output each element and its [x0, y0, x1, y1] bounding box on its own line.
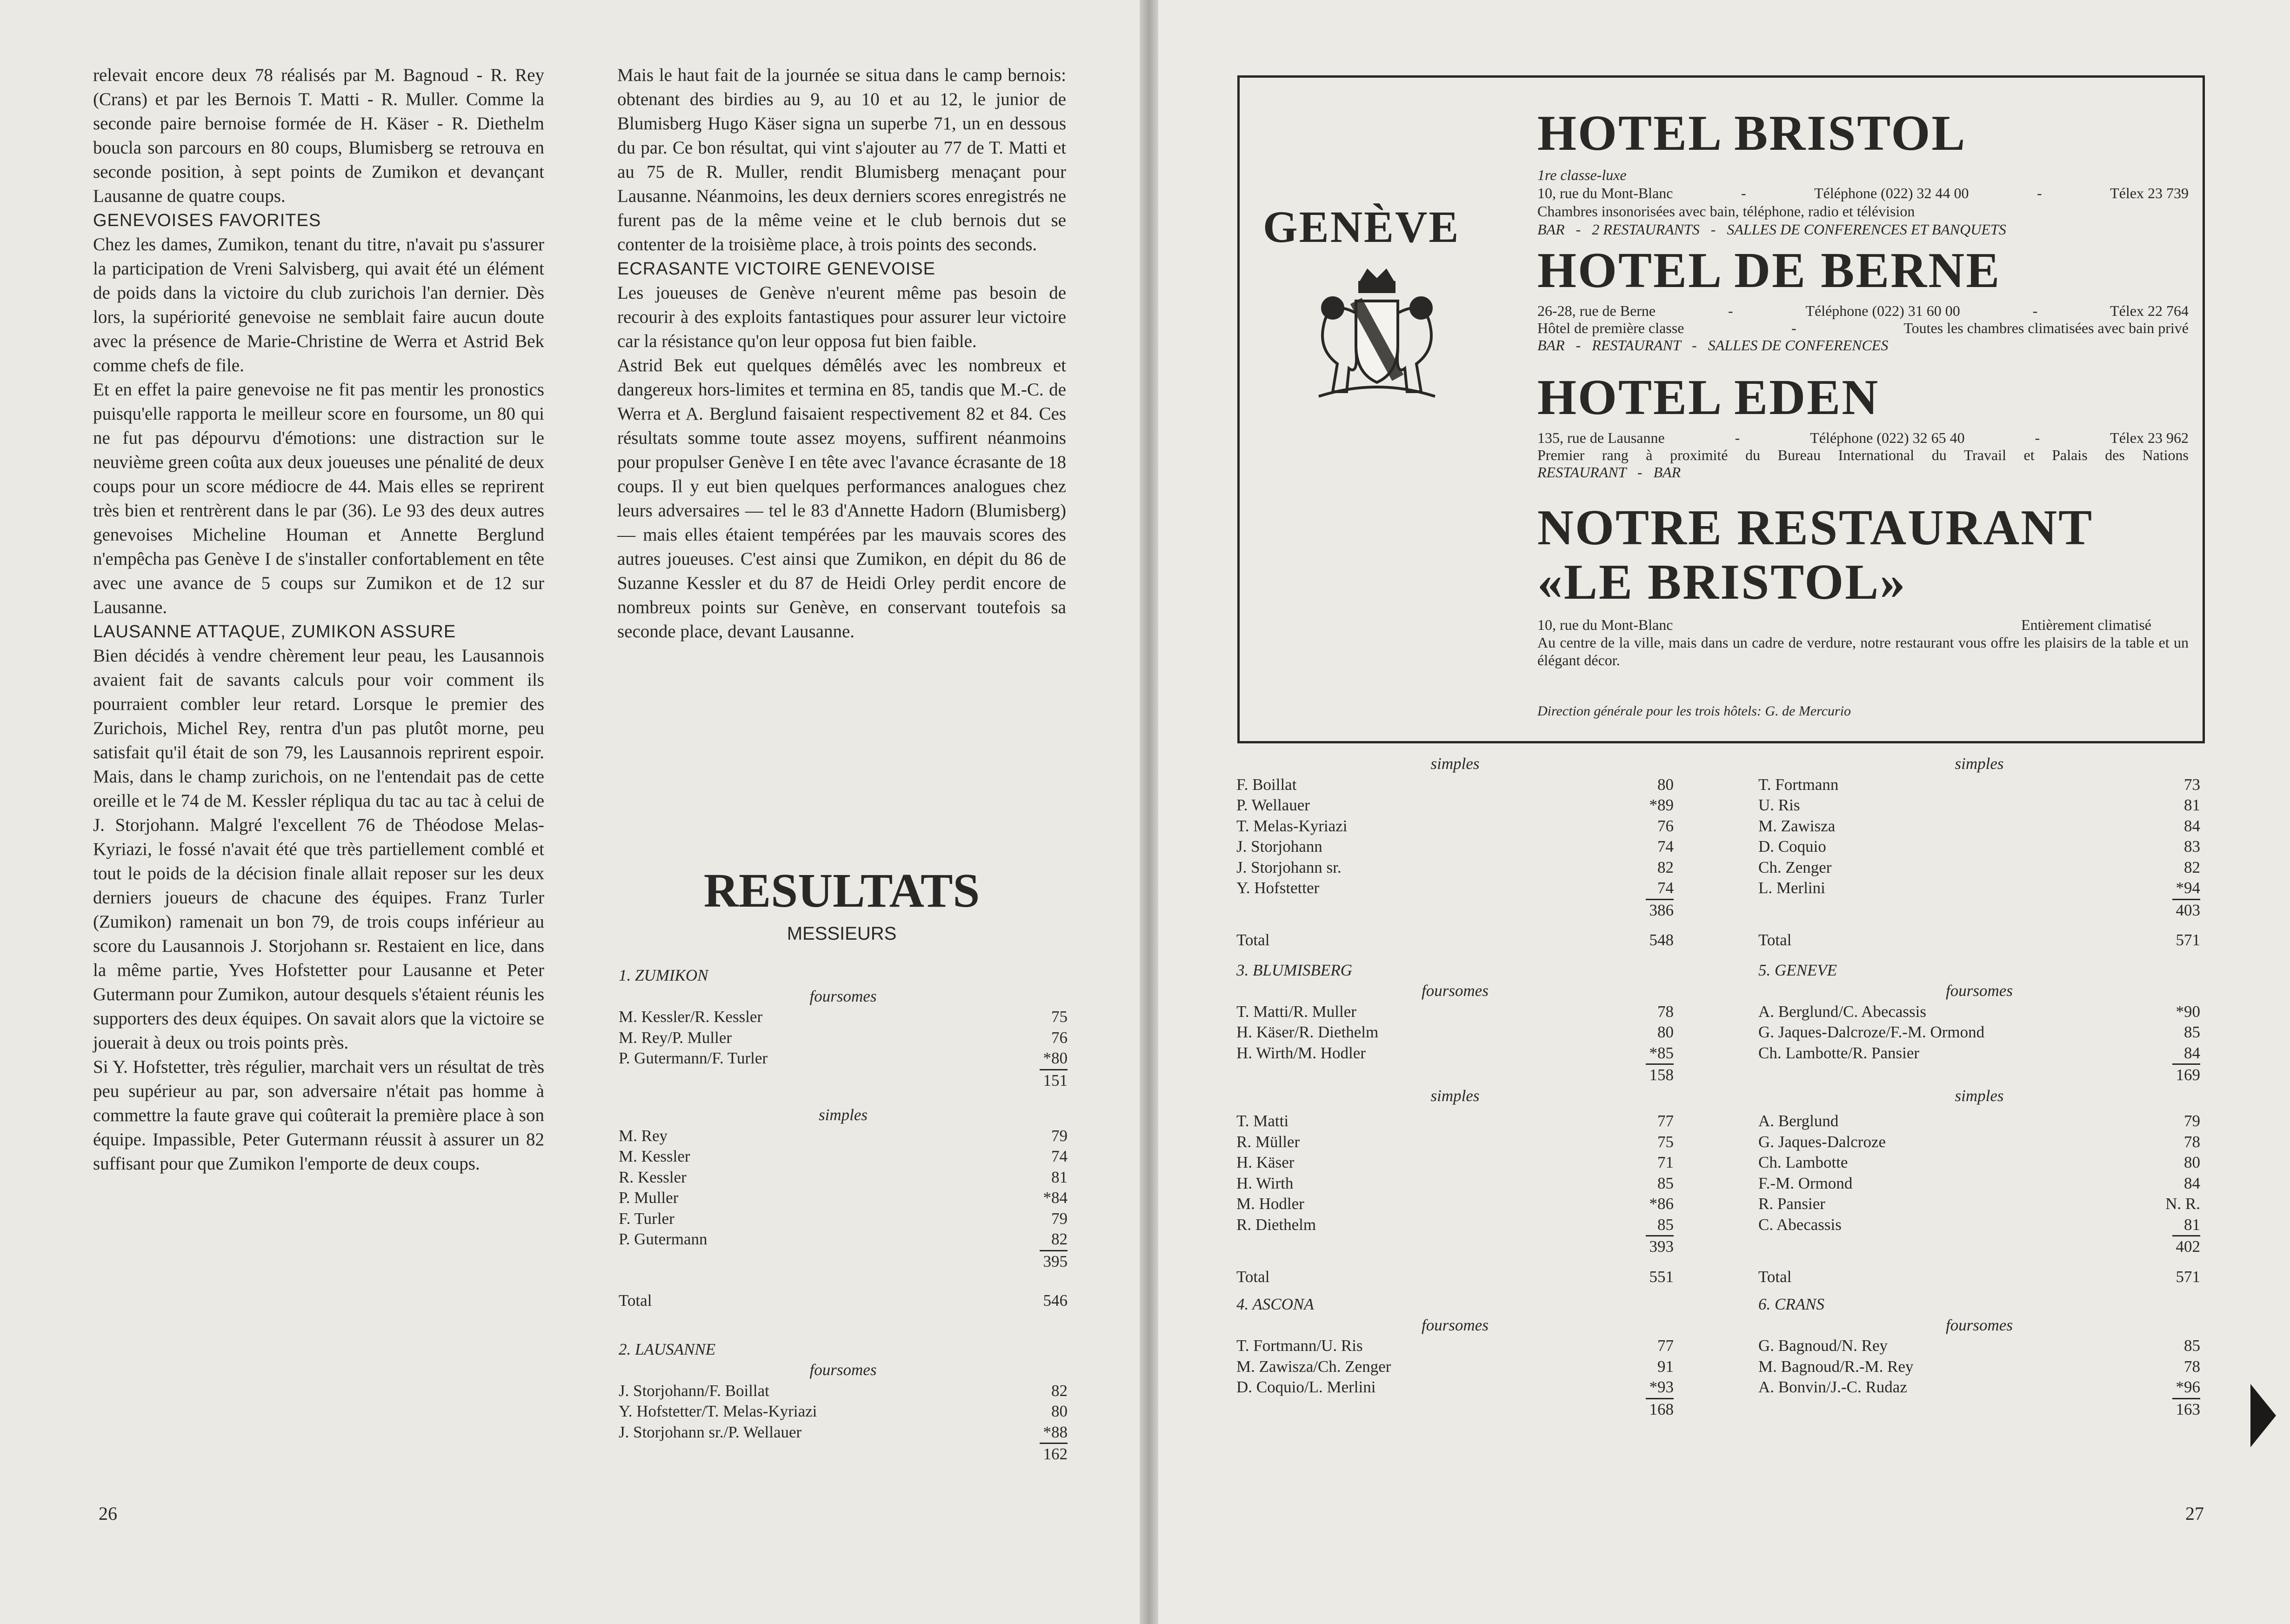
team-name: 6. CRANS — [1758, 1295, 1824, 1313]
paragraph: Et en effet la paire genevoise ne fit pas mentir les pronostics puisqu'elle rapporta le meilleur score en foursome, un 80 qui ne fut pas dépourvu d'émotions: une distraction sur le neuvième green coûta aux deux joueuses une pénalité de deux coups pour un score médiocre de 44. Mais elles se reprirent très bien et rentrèrent dans le par (36). Le 93 des deux autres genevoises Micheline Houman et Annette Berglund n'empêcha pas Genève I de s'installer confortablement en tête avec une avance de 5 coups sur Zumikon et de 12 sur Lausanne. — [93, 380, 544, 617]
foursomes-label: foursomes — [1422, 982, 1489, 1000]
simples-sum: 402 — [2176, 1237, 2200, 1256]
table-row: H. Käser 71 — [1236, 1153, 1674, 1171]
table-row: T. Fortmann 73 — [1758, 775, 2200, 794]
simples-label: simples — [819, 1106, 868, 1124]
hotel-name: HOTEL EDEN — [1537, 370, 1880, 425]
foursomes-label: foursomes — [1946, 982, 2013, 1000]
hotel-name: HOTEL DE BERNE — [1537, 243, 2001, 298]
contact-row: 10, rue du Mont-Blanc - Téléphone (022) 32 44 00 - Télex 23 739 — [1537, 185, 2189, 201]
total-row: Total 571 — [1758, 931, 2200, 949]
simples-sum: 393 — [1649, 1237, 1674, 1256]
left-page — [0, 0, 1140, 1624]
table-row: H. Käser/R. Diethelm 80 — [1236, 1023, 1674, 1041]
table-row: Y. Hofstetter/T. Melas-Kyriazi 80 — [619, 1402, 1068, 1420]
hotel-berne-block — [1537, 243, 2189, 354]
foursomes-sum: 158 — [1649, 1066, 1674, 1084]
book-gutter — [1140, 0, 1158, 1624]
simples-sum: 395 — [1043, 1252, 1068, 1270]
table-row: T. Melas-Kyriazi 76 — [1236, 816, 1674, 835]
results-title: RESULTATS — [703, 864, 980, 917]
hotel-eden-block — [1537, 370, 2189, 481]
table-row: J. Storjohann 74 — [1236, 837, 1674, 855]
table-row: J. Storjohann sr. 82 — [1236, 858, 1674, 876]
paragraph: Mais le haut fait de la journée se situa dans le camp bernois: obtenant des birdies au 9, au 10 et au 12, le junior de Blumisberg Hugo Käser signa un superbe 71, un en dessous du par. Ce bon résultat, qui vint s'ajouter au 77 de T. Matti et au 75 de R. Muller, rendit Blumisberg menaçant pour Lausanne. Néanmoins, les deux derniers scores enregistrés ne furent pas de la même veine et le club bernois dut se contenter de la troisième place, à trois points des seconds. — [617, 65, 1066, 254]
table-row: P. Muller *84 — [619, 1189, 1068, 1207]
contact-row: 135, rue de Lausanne - Téléphone (022) 32 65 40 - Télex 23 962 — [1537, 429, 2189, 446]
page-number: 26 — [99, 1503, 117, 1524]
table-row: H. Wirth/M. Hodler *85 — [1236, 1043, 1674, 1062]
restaurant-block — [1537, 501, 2189, 669]
table-row: C. Abecassis 81 — [1758, 1215, 2200, 1234]
class-row: Hôtel de première classe - Toutes les chambres climatisées avec bain privé — [1537, 320, 2189, 336]
ad-footer: Direction générale pour les trois hôtels: G. de Mercurio — [1537, 703, 1851, 719]
table-row: Y. Hofstetter 74 — [1236, 879, 1674, 897]
coat-of-arms-icon — [1300, 257, 1454, 406]
table-row: M. Kessler 74 — [619, 1147, 1068, 1165]
section-heading: GENEVOISES FAVORITES — [93, 211, 321, 230]
simples-label: simples — [1430, 755, 1480, 773]
table-row: T. Matti 77 — [1236, 1112, 1674, 1130]
contact-row: 26-28, rue de Berne - Téléphone (022) 31 60 00 - Télex 22 764 — [1537, 302, 2189, 319]
table-row: P. Gutermann/F. Turler *80 — [619, 1049, 1068, 1067]
table-row: F. Turler 79 — [619, 1209, 1068, 1228]
foursomes-sum: 163 — [2176, 1400, 2200, 1418]
hotel-description: Chambres insonorisées avec bain, téléphone, radio et télévision — [1537, 203, 1915, 220]
table-row: Ch. Zenger 82 — [1758, 858, 2200, 876]
foursomes-label: foursomes — [809, 1361, 877, 1379]
simples-sum: 403 — [2176, 901, 2200, 919]
table-row: T. Matti/R. Muller 78 — [1236, 1002, 1674, 1021]
table-row: M. Rey 79 — [619, 1126, 1068, 1145]
paragraph: Bien décidés à vendre chèrement leur peau, les Lausannois avaient fait de savants calculs pour voir comment ils pourraient combler leur retard. Lorsque le premier des Zurichois, Michel Rey, rentra d'un pas plutôt morne, peu satisfait qu'il était de son 79, les Lausannois reprirent espoir. Mais, dans le champ zurichois, on ne l'entendait pas de cette oreille et le 74 de M. Kessler répliqua du tac au tac à celui de J. Storjohann. Malgré l'excellent 76 de Théodose Melas-Kyriazi, le fossé n'avait été que très partiellement comblé et tout le poids de la décision finale allait reposer sur les deux derniers joueurs de chacune des équipes. Franz Turler (Zumikon) ramenait un bon 79, de trois coups inférieur au score du Lausannois J. Storjohann sr. Restaient en lice, dans la même partie, Yves Hofstetter pour Lausanne et Peter Gutermann pour Zumikon, autour desquels s'étaient réunis les supporters des deux équipes. On savait alors que la victoire se jouerait à deux ou trois points près. — [93, 646, 544, 1053]
article-column-1 — [93, 63, 544, 1176]
simples-label: simples — [1955, 1086, 2004, 1105]
foursomes-sum: 151 — [1043, 1071, 1068, 1089]
table-row: Ch. Lambotte/R. Pansier 84 — [1758, 1043, 2200, 1062]
simples-sum: 386 — [1649, 901, 1674, 919]
restaurant-name-2: «LE BRISTOL» — [1537, 555, 1907, 610]
foursomes-sum: 169 — [2176, 1066, 2200, 1084]
table-row: G. Jaques-Dalcroze 78 — [1758, 1132, 2200, 1151]
paragraph: Astrid Bek eut quelques démêlés avec les nombreux et dangereux hors-limites et termina en 85, tandis que M.-C. de Werra et A. Berglund faisaient respectivement 82 et 84. Ces résultats somme toute assez moyens, suffirent néanmoins pour propulser Genève I en tête avec l'avance écrasante de 18 coups. Il y eut bien quelques performances analogues chez leurs adversaires — tel le 83 d'Annette Hadorn (Blumisberg) — mais elles étaient tempérées par les mauvais scores des autres joueuses. C'est ainsi que Zumikon, en dépit du 86 de Suzanne Kessler et du 87 de Heidi Orley perdit encore de nombreux points sur Genève, en conservant toutefois sa seconde place, devant Lausanne. — [617, 355, 1066, 642]
table-row: D. Coquio 83 — [1758, 837, 2200, 855]
table-row: P. Gutermann 82 — [619, 1230, 1068, 1248]
total-row: Total 546 — [619, 1291, 1068, 1310]
hotel-amenities: BAR - RESTAURANT - SALLES DE CONFERENCES — [1537, 337, 1889, 354]
team-name: 3. BLUMISBERG — [1236, 961, 1352, 979]
table-row: M. Zawisza/Ch. Zenger 91 — [1236, 1357, 1674, 1376]
table-row: J. Storjohann sr./P. Wellauer *88 — [619, 1423, 1068, 1441]
hotel-amenities: BAR - 2 RESTAURANTS - SALLES DE CONFERENCES ET BANQUETS — [1537, 221, 2006, 238]
restaurant-address-row: 10, rue du Mont-Blanc Entièrement climatisé — [1537, 616, 2151, 633]
restaurant-name: NOTRE RESTAURANT — [1537, 500, 2094, 555]
table-row: A. Berglund/C. Abecassis *90 — [1758, 1002, 2200, 1021]
table-row: H. Wirth 85 — [1236, 1174, 1674, 1192]
table-row: P. Wellauer *89 — [1236, 796, 1674, 814]
city-name: GENÈVE — [1263, 202, 1460, 252]
paragraph: Si Y. Hofstetter, très régulier, marchait vers un résultat de très peu supérieur au par, son adversaire n'était pas homme à commettre la faute grave qui coûterait la première place à son équipe. Impassible, Peter Gutermann réussit à assurer un 82 suffisant pour que Zumikon l'emporte de deux coups. — [93, 1057, 544, 1174]
table-row: R. Diethelm 85 — [1236, 1215, 1674, 1234]
results-subtitle: MESSIEURS — [787, 923, 897, 944]
table-row: M. Bagnoud/R.-M. Rey 78 — [1758, 1357, 2200, 1376]
team-name: 1. ZUMIKON — [619, 966, 708, 984]
hotel-amenities: RESTAURANT - BAR — [1537, 464, 1681, 481]
table-row: F. Boillat 80 — [1236, 775, 1674, 794]
team-name: 5. GENEVE — [1758, 961, 1837, 979]
foursomes-sum: 168 — [1649, 1400, 1674, 1418]
results-table-center — [1236, 754, 1674, 1420]
table-row: M. Rey/P. Muller 76 — [619, 1028, 1068, 1047]
restaurant-description: Au centre de la ville, mais dans un cadre de verdure, notre restaurant vous offre les plaisirs de la table et un élégant décor. — [1537, 634, 2189, 668]
table-row: R. Pansier N. R. — [1758, 1195, 2200, 1213]
foursomes-label: foursomes — [1422, 1316, 1489, 1334]
total-row: Total 551 — [1236, 1267, 1674, 1286]
right-page — [1158, 0, 2290, 1624]
results-table-right — [1758, 754, 2200, 1420]
total-row: Total 571 — [1758, 1267, 2200, 1286]
hotel-advertisement — [1237, 75, 2205, 743]
foursomes-label: foursomes — [1946, 1316, 2013, 1334]
hotel-class: 1re classe-luxe — [1537, 167, 1627, 183]
table-row: G. Jaques-Dalcroze/F.-M. Ormond 85 — [1758, 1023, 2200, 1041]
table-row: A. Bonvin/J.-C. Rudaz *96 — [1758, 1378, 2200, 1396]
paragraph: Chez les dames, Zumikon, tenant du titre, n'avait pu s'assurer la participation de Vreni Salvisberg, qui avait été un élément de poids dans la victoire du club zurichois l'an dernier. Dès lors, la supériorité genevoise ne semblait faire aucun doute avec la présence de Marie-Christine de Werra et Astrid Bek comme chefs de file. — [93, 234, 544, 375]
simples-label: simples — [1955, 755, 2004, 773]
table-row: A. Berglund 79 — [1758, 1112, 2200, 1130]
table-row: R. Müller 75 — [1236, 1132, 1674, 1151]
page-number: 27 — [2185, 1503, 2204, 1524]
hotel-description: Premier rang à proximité du Bureau International du Travail et Palais des Nations — [1537, 447, 2189, 463]
section-heading: ECRASANTE VICTOIRE GENEVOISE — [617, 259, 936, 279]
hotel-name: HOTEL BRISTOL — [1537, 106, 1967, 161]
paragraph: relevait encore deux 78 réalisés par M. Bagnoud - R. Rey (Crans) et par les Bernois T. Matti - R. Muller. Comme la seconde paire bernoise formée de H. Käser - R. Diethelm boucla son parcours en 80 coups, Blumisberg se retrouva en seconde position, à sept points de Zumikon et devançant Lausanne de quatre coups. — [93, 65, 544, 206]
section-heading: LAUSANNE ATTAQUE, ZUMIKON ASSURE — [93, 622, 456, 642]
table-row: M. Zawisza 84 — [1758, 816, 2200, 835]
team-name: 4. ASCONA — [1236, 1295, 1314, 1313]
triangle-right-icon — [2250, 1384, 2276, 1447]
foursomes-label: foursomes — [809, 987, 877, 1005]
table-row: R. Kessler 81 — [619, 1168, 1068, 1186]
table-row: G. Bagnoud/N. Rey 85 — [1758, 1337, 2200, 1355]
table-row: Ch. Lambotte 80 — [1758, 1153, 2200, 1171]
table-row: D. Coquio/L. Merlini *93 — [1236, 1378, 1674, 1396]
hotel-bristol-block — [1537, 106, 2189, 239]
table-row: F.-M. Ormond 84 — [1758, 1174, 2200, 1192]
team-name: 2. LAUSANNE — [619, 1340, 716, 1358]
foursomes-sum: 162 — [1043, 1445, 1068, 1463]
simples-label: simples — [1430, 1086, 1480, 1105]
total-row: Total 548 — [1236, 931, 1674, 949]
table-row: U. Ris 81 — [1758, 796, 2200, 814]
paragraph: Les joueuses de Genève n'eurent même pas besoin de recourir à des exploits fantastiques pour assurer leur victoire car la résistance qu'on leur opposa fut bien faible. — [617, 283, 1066, 351]
article-column-2 — [617, 63, 1066, 644]
table-row: M. Kessler/R. Kessler 75 — [619, 1008, 1068, 1026]
table-row: L. Merlini *94 — [1758, 879, 2200, 897]
table-row: T. Fortmann/U. Ris 77 — [1236, 1337, 1674, 1355]
table-row: M. Hodler *86 — [1236, 1195, 1674, 1213]
results-table-left — [619, 965, 1068, 1465]
table-row: J. Storjohann/F. Boillat 82 — [619, 1381, 1068, 1400]
